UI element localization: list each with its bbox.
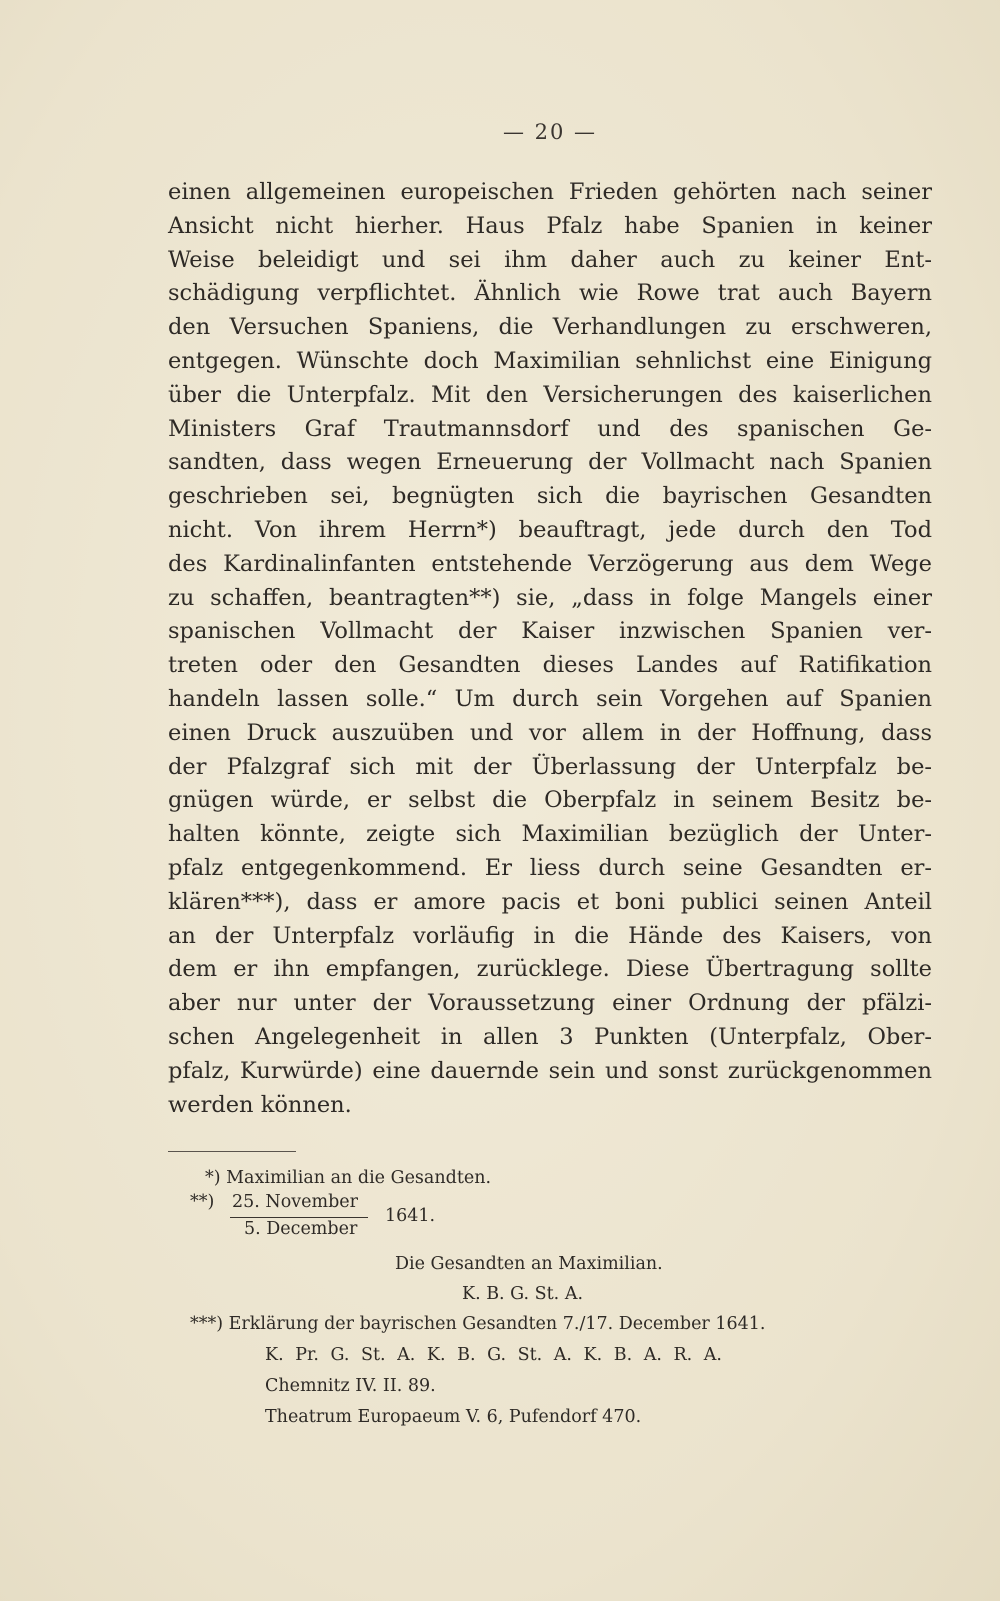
text-line: schen Angelegenheit in allen 3 Punkten (Unterpfalz, Ober-	[168, 1023, 932, 1050]
footnote-2-date-denominator: 5. December	[244, 1219, 358, 1239]
text-line: Ansicht nicht hierher. Haus Pfalz habe Spanien in keiner	[168, 212, 932, 239]
text-line: nicht. Von ihrem Herrn*) beauftragt, jede durch den Tod	[168, 516, 932, 543]
footnote-3-theatrum: Theatrum Europaeum V. 6, Pufendorf 470.	[265, 1407, 642, 1427]
text-line: einen allgemeinen europeischen Frieden gehörten nach seiner	[168, 179, 932, 205]
text-line: des Kardinalinfanten entstehende Verzögerung aus dem Wege	[168, 550, 932, 577]
footnote-2-date-numerator: 25. November	[232, 1192, 359, 1212]
text-line: geschrieben sei, begnügten sich die bayrischen Gesandten	[168, 483, 932, 510]
text-line: pfalz entgegenkommend. Er liess durch seine Gesandten er-	[168, 854, 932, 881]
footnote-1: *) Maximilian an die Gesandten.	[205, 1168, 492, 1188]
text-line: treten oder den Gesandten dieses Landes auf Ratifikation	[168, 652, 932, 679]
footnote-2-year: 1641.	[385, 1206, 436, 1226]
footnote-2-marker: **)	[190, 1192, 215, 1212]
text-line: schädigung verpflichtet. Ähnlich wie Rowe trat auch Bayern	[168, 280, 932, 307]
text-line: entgegen. Wünschte doch Maximilian sehnlichst eine Einigung	[168, 347, 932, 374]
text-line: klären***), dass er amore pacis et boni publici seinen Anteil	[168, 888, 932, 915]
text-line: den Versuchen Spaniens, die Verhandlungen zu erschweren,	[168, 314, 932, 341]
text-line: pfalz, Kurwürde) eine dauernde sein und sonst zurückgenommen	[168, 1057, 932, 1084]
text-line: an der Unterpfalz vorläufig in die Hände des Kaisers, von	[168, 922, 932, 949]
text-line: einen Druck auszuüben und vor allem in der Hoffnung, dass	[168, 719, 932, 746]
footnote-2-source: Die Gesandten an Maximilian.	[395, 1254, 663, 1274]
main-text	[168, 176, 932, 1122]
text-line: werden können.	[168, 1091, 352, 1118]
text-line: über die Unterpfalz. Mit den Versicherungen des kaiserlichen	[168, 381, 932, 408]
text-line: gnügen würde, er selbst die Oberpfalz in seinem Besitz be-	[168, 787, 932, 814]
text-line: spanischen Vollmacht der Kaiser inzwischen Spanien ver-	[168, 618, 932, 645]
text-line: halten könnte, zeigte sich Maximilian bezüglich der Unter-	[168, 821, 932, 848]
text-line: sandten, dass wegen Erneuerung der Vollmacht nach Spanien	[168, 449, 932, 476]
text-line: Ministers Graf Trautmannsdorf und des spanischen Ge-	[168, 415, 932, 442]
text-line: dem er ihn empfangen, zurücklege. Diese Übertragung sollte	[168, 956, 932, 983]
text-line: aber nur unter der Voraussetzung einer Ordnung der pfälzi-	[168, 990, 932, 1017]
footnote-3-chemnitz: Chemnitz IV. II. 89.	[265, 1376, 436, 1396]
text-line: Weise beleidigt und sei ihm daher auch zu keiner Ent-	[168, 246, 932, 273]
text-line: zu schaffen, beantragten**) sie, „dass in folge Mangels einer	[168, 584, 932, 611]
page-number: — 20 —	[502, 120, 598, 144]
text-line: handeln lassen solle.“ Um durch sein Vorgehen auf Spanien	[168, 685, 932, 712]
footnote-3: ***) Erklärung der bayrischen Gesandten 7./17. December 1641.	[190, 1314, 766, 1334]
footnote-2-fraction-bar	[230, 1217, 368, 1218]
footnote-separator	[168, 1151, 296, 1152]
footnote-3-archives: K. Pr. G. St. A. K. B. G. St. A. K. B. A. R. A.	[265, 1345, 722, 1365]
text-line: der Pfalzgraf sich mit der Überlassung der Unterpfalz be-	[168, 753, 932, 780]
footnote-2-archive: K. B. G. St. A.	[462, 1284, 584, 1304]
